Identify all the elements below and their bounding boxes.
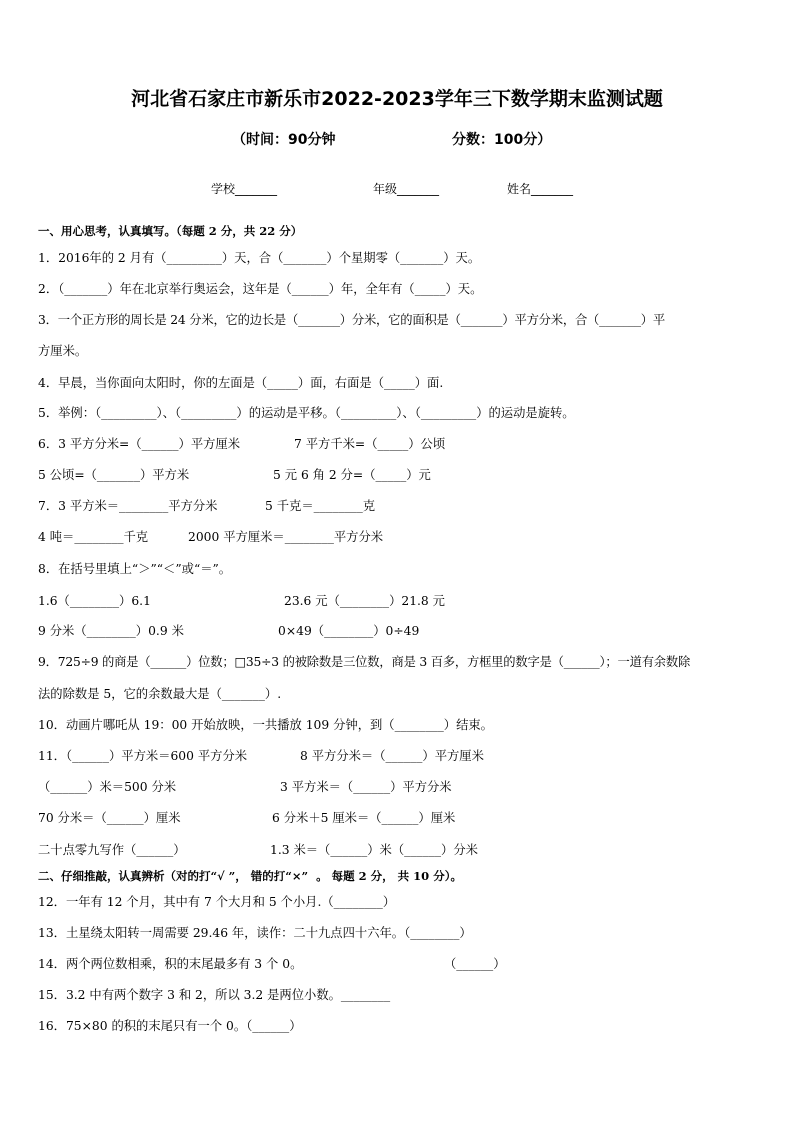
question-11e: 70 分米＝（______）厘米 <box>38 811 181 825</box>
question-8c: 9 分米（________）0.9 米 <box>38 624 184 638</box>
question-8b: 23.6 元（________）21.8 元 <box>284 594 445 608</box>
question-12: 12．一年有 12 个月，其中有 7 个大月和 5 个小月.（________） <box>38 895 396 909</box>
question-15: 15．3.2 中有两个数字 3 和 2，所以 3.2 是两位小数。________ <box>38 988 391 1002</box>
question-6a: 6．3 平方分米=（______）平方厘米 <box>38 437 241 451</box>
section-1-heading: 一、用心思考，认真填写。（每题 2 分，共 22 分） <box>38 224 303 238</box>
question-2: 2．（_______）年在北京举行奥运会，这年是（______）年，全年有（_____）天。 <box>38 282 483 296</box>
question-10: 10．动画片哪吒从 19：00 开始放映，一共播放 109 分钟，到（________）结束。 <box>38 718 493 732</box>
question-5: 5．举例：（_________）、（_________）的运动是平移。（_________）、（_________）的运动是旋转。 <box>38 406 575 420</box>
question-3-cont: 方厘米。 <box>38 344 88 358</box>
question-7c: 4 吨＝________千克 <box>38 530 149 544</box>
exam-score: 分数：100分） <box>452 132 552 148</box>
question-6c: 5 公顷=（_______）平方米 <box>38 468 190 482</box>
exam-time: （时间：90分钟 <box>232 132 336 148</box>
question-11f: 6 分米＋5 厘米＝（______）厘米 <box>272 811 456 825</box>
question-11a: 11．（______）平方米＝600 平方分米 <box>38 749 248 763</box>
question-9: 9．725÷9 的商是（______）位数；□35÷3 的被除数是三位数，商是 3 百多，方框里的数字是（______）；一道有余数除 <box>38 655 691 669</box>
question-1: 1．2016年的 2 月有（_________）天，合（_______）个星期零（_______）天。 <box>38 251 481 265</box>
question-11c: （______）米＝500 分米 <box>38 780 177 794</box>
grade-field: 年级_______ <box>373 182 440 196</box>
school-field: 学校_______ <box>211 182 278 196</box>
question-7d: 2000 平方厘米＝________平方分米 <box>188 530 384 544</box>
question-13: 13．土星绕太阳转一周需要 29.46 年，读作：二十九点四十六年。（________） <box>38 926 472 940</box>
question-7b: 5 千克＝________克 <box>265 499 376 513</box>
question-8d: 0×49（________）0÷49 <box>278 624 420 638</box>
question-14: 14．两个两位数相乘，积的末尾最多有 3 个 0。 <box>38 957 303 971</box>
question-16: 16．75×80 的积的末尾只有一个 0。（______） <box>38 1019 302 1033</box>
name-field: 姓名_______ <box>507 182 574 196</box>
question-3: 3．一个正方形的周长是 24 分米，它的边长是（_______）分米，它的面积是（_______）平方分米，合（_______）平 <box>38 313 665 327</box>
question-11g: 二十点零九写作（______） <box>38 843 186 857</box>
question-8a: 1.6（________）6.1 <box>38 594 151 608</box>
question-11d: 3 平方米＝（______）平方分米 <box>280 780 452 794</box>
question-8: 8．在括号里填上“＞”“＜”或“＝”。 <box>38 562 232 576</box>
question-9-cont: 法的除数是 5，它的余数最大是（_______）. <box>38 687 282 701</box>
question-11b: 8 平方分米＝（______）平方厘米 <box>300 749 484 763</box>
question-6b: 7 平方千米=（_____）公顷 <box>294 437 446 451</box>
question-11h: 1.3 米＝（______）米（______）分米 <box>270 843 478 857</box>
question-6d: 5 元 6 角 2 分=（_____）元 <box>273 468 431 482</box>
question-14-blank: （______） <box>444 957 506 971</box>
question-7a: 7．3 平方米＝________平方分米 <box>38 499 218 513</box>
section-2-heading: 二、仔细推敲，认真辨析（对的打“√ ”， 错的打“×” 。 每题 2 分， 共 10 分）。 <box>38 869 462 883</box>
exam-title: 河北省石家庄市新乐市2022-2023学年三下数学期末监测试题 <box>131 88 663 110</box>
question-4: 4．早晨，当你面向太阳时，你的左面是（_____）面，右面是（_____）面. <box>38 376 444 390</box>
